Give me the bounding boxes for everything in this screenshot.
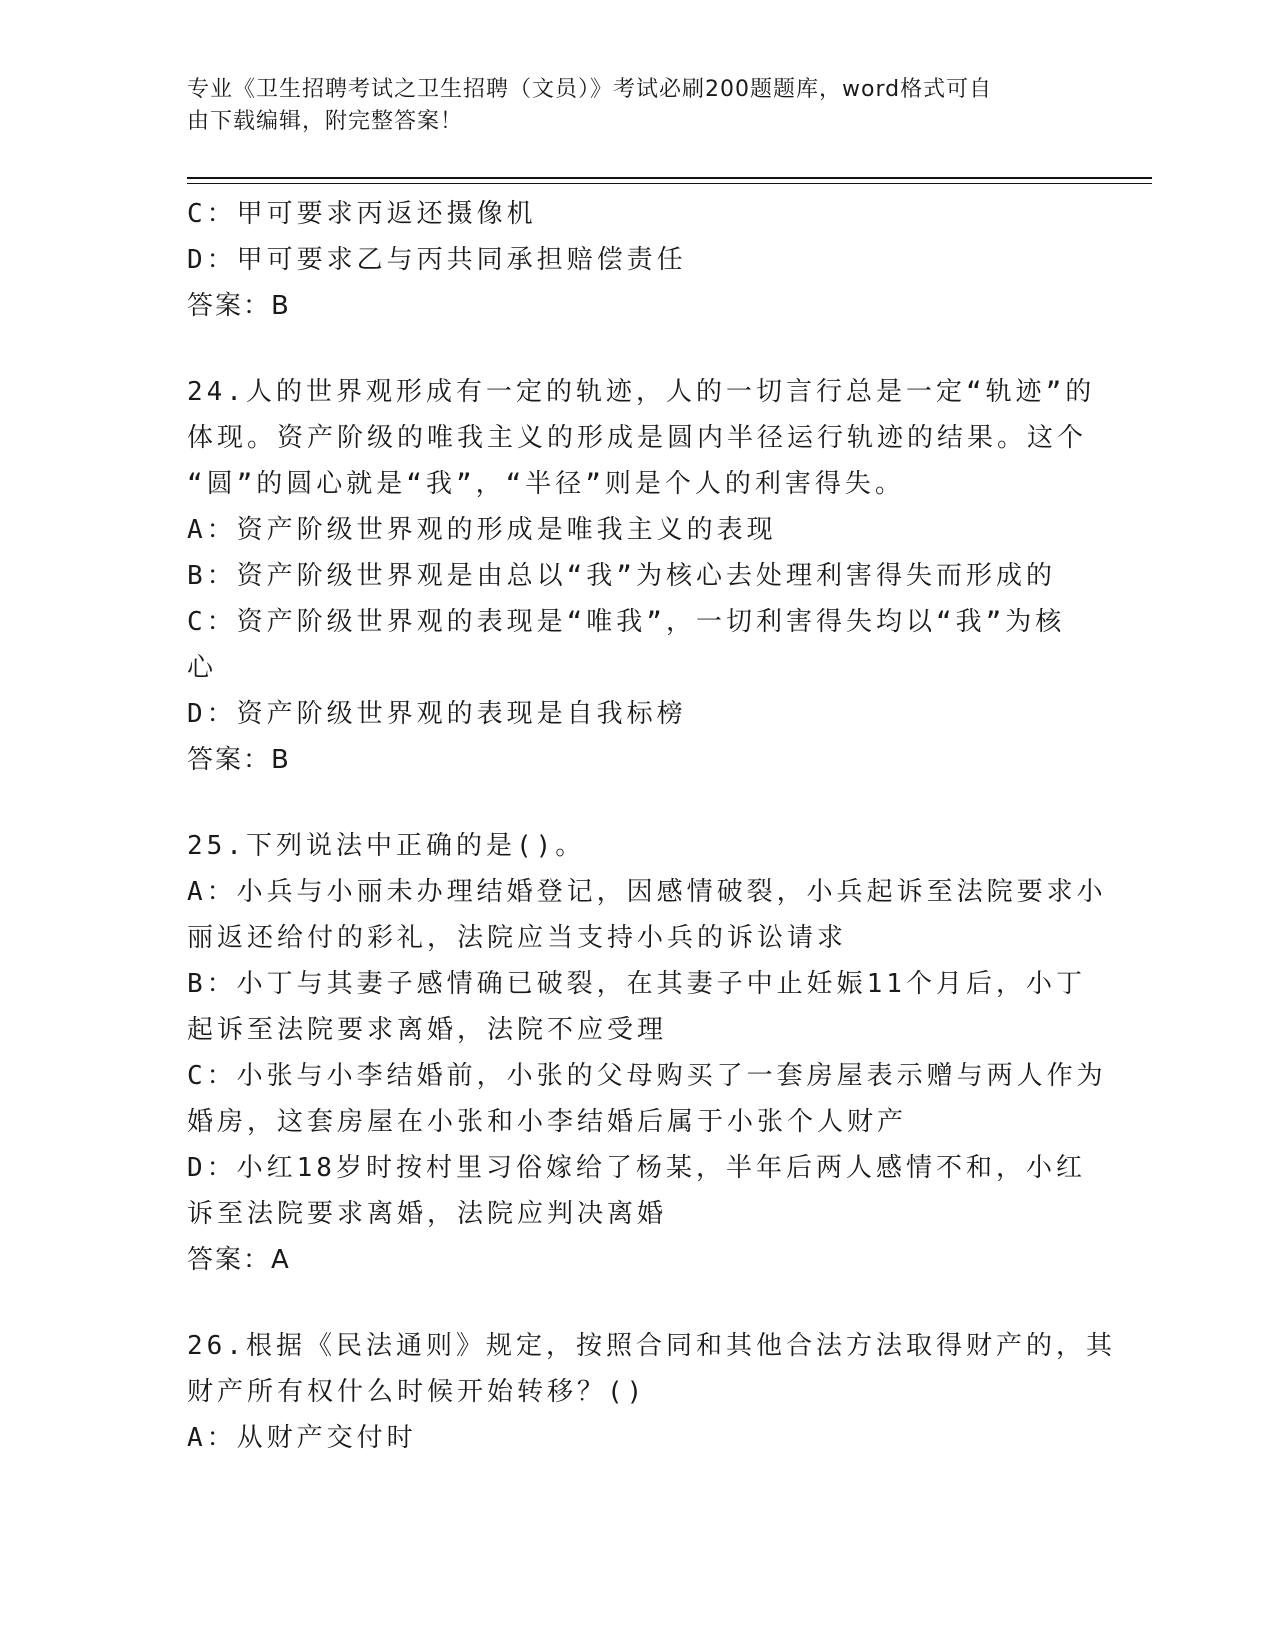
option-c-cont: 婚房，这套房屋在小张和小李结婚后属于小张个人财产 — [187, 1107, 908, 1137]
header-line-2: 由下载编辑，附完整答案！ — [187, 109, 464, 134]
option-d: D：资产阶级世界观的表现是自我标榜 — [187, 699, 687, 729]
page-header — [187, 74, 1067, 138]
answer-line: 答案：A — [187, 1245, 291, 1275]
answer-line: 答案：B — [187, 745, 291, 775]
question-stem: 财产所有权什么时候开始转移？() — [187, 1377, 647, 1407]
option-b: B：资产阶级世界观是由总以“我”为核心去处理利害得失而形成的 — [187, 561, 1056, 591]
question-stem: 25.下列说法中正确的是()。 — [187, 831, 586, 861]
option-b-cont: 起诉至法院要求离婚，法院不应受理 — [187, 1015, 668, 1045]
question-stem: 24.人的世界观形成有一定的轨迹，人的一切言行总是一定“轨迹”的 — [187, 377, 1096, 407]
option-c: C：小张与小李结婚前，小张的父母购买了一套房屋表示赠与两人作为 — [187, 1061, 1107, 1091]
option-d: D：甲可要求乙与丙共同承担赔偿责任 — [187, 245, 687, 275]
question-26 — [187, 1323, 1116, 1461]
question-stem: 体现。资产阶级的唯我主义的形成是圆内半径运行轨迹的结果。这个 — [187, 423, 1088, 453]
header-rule-thick — [187, 177, 1152, 179]
header-rule-thin — [187, 183, 1152, 184]
option-a: A：资产阶级世界观的形成是唯我主义的表现 — [187, 515, 777, 545]
option-d: D：小红18岁时按村里习俗嫁给了杨某，半年后两人感情不和，小红 — [187, 1153, 1086, 1183]
answer-line: 答案：B — [187, 291, 291, 321]
option-a: A：小兵与小丽未办理结婚登记，因感情破裂，小兵起诉至法院要求小 — [187, 877, 1107, 907]
question-stem: “圆”的圆心就是“我”，“半径”则是个人的利害得失。 — [187, 469, 905, 499]
option-b: B：小丁与其妻子感情确已破裂，在其妻子中止妊娠11个月后，小丁 — [187, 969, 1086, 999]
option-a: A：从财产交付时 — [187, 1423, 417, 1453]
question-24 — [187, 369, 1096, 783]
option-c-cont: 心 — [187, 653, 218, 683]
question-stem: 26.根据《民法通则》规定，按照合同和其他合法方法取得财产的，其 — [187, 1331, 1116, 1361]
question-content — [187, 191, 1116, 1461]
previous-question-tail — [187, 191, 1087, 329]
option-a-cont: 丽返还给付的彩礼，法院应当支持小兵的诉讼请求 — [187, 923, 848, 953]
question-25 — [187, 823, 1107, 1283]
option-c: C：甲可要求丙返还摄像机 — [187, 199, 537, 229]
option-c: C：资产阶级世界观的表现是“唯我”，一切利害得失均以“我”为核 — [187, 607, 1066, 637]
option-d-cont: 诉至法院要求离婚，法院应判决离婚 — [187, 1199, 668, 1229]
header-line-1: 专业《卫生招聘考试之卫生招聘（文员）》考试必刷200题题库，word格式可自 — [187, 77, 993, 102]
